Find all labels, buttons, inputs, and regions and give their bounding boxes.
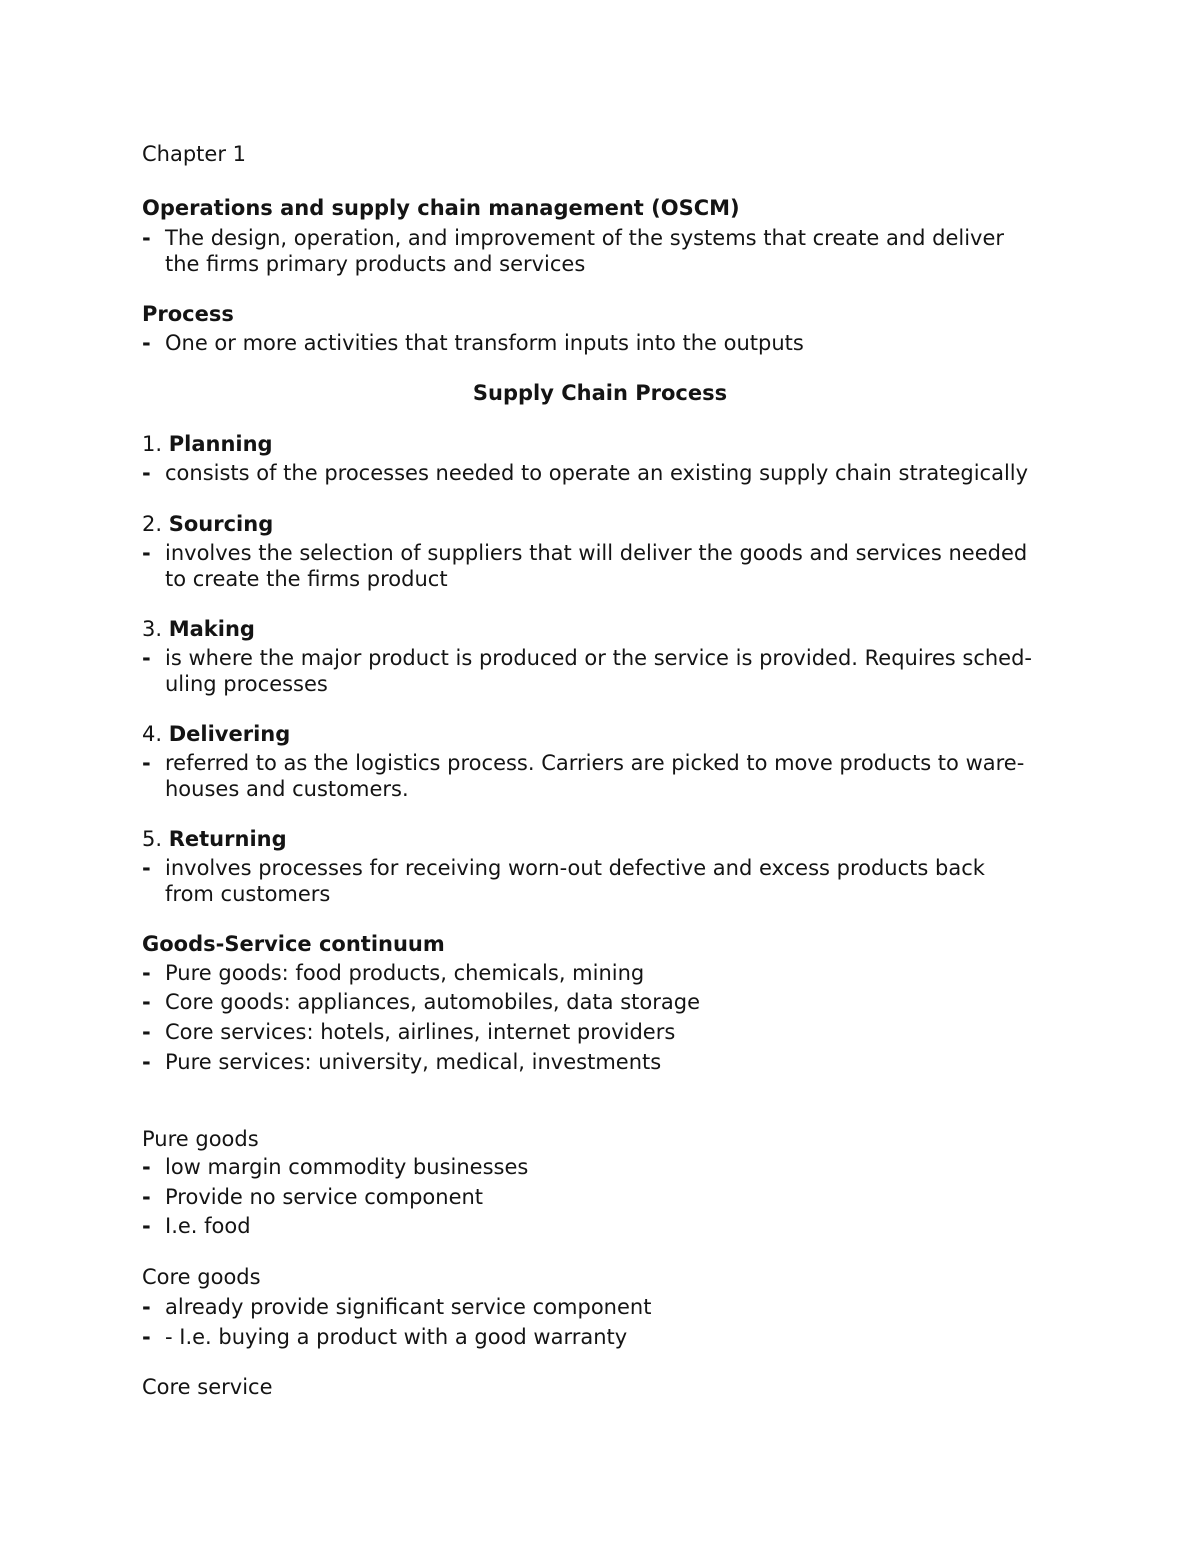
- step-description-line: from customers: [165, 882, 331, 906]
- oscm-definition-line1: The design, operation, and improvement of the systems that create and deliver: [165, 226, 1005, 250]
- core-service-heading: Core service: [142, 1375, 273, 1399]
- list-item: low margin commodity businesses: [165, 1155, 529, 1179]
- list-item: Pure goods: food products, chemicals, mining: [165, 961, 645, 985]
- bullet-dash: -: [142, 1295, 151, 1319]
- bullet-dash: -: [142, 646, 151, 670]
- bullet-dash: -: [142, 541, 151, 565]
- oscm-heading: Operations and supply chain management (OSCM): [142, 196, 740, 220]
- bullet-dash: -: [142, 856, 151, 880]
- process-heading: Process: [142, 302, 234, 326]
- step-number: 2.: [142, 512, 163, 536]
- bullet-dash: -: [142, 226, 151, 250]
- step-description-line: to create the firms product: [165, 567, 448, 591]
- step-title: Making: [168, 617, 255, 641]
- step-description-line: involves the selection of suppliers that will deliver the goods and services needed: [165, 541, 1028, 565]
- step-title: Planning: [168, 432, 273, 456]
- supply-chain-process-title: Supply Chain Process: [472, 381, 728, 405]
- bullet-dash: -: [142, 1325, 151, 1349]
- step-heading: [142, 431, 273, 457]
- step-number: 3.: [142, 617, 163, 641]
- oscm-definition-line2: the firms primary products and services: [165, 252, 586, 276]
- list-item: Provide no service component: [165, 1185, 484, 1209]
- bullet-dash: -: [142, 331, 151, 355]
- step-heading: [142, 826, 287, 852]
- step-heading: [142, 511, 273, 537]
- list-item: Core goods: appliances, automobiles, data storage: [165, 990, 700, 1014]
- step-description-line: is where the major product is produced or the service is provided. Requires sched-: [165, 646, 1032, 670]
- bullet-dash: -: [142, 1020, 151, 1044]
- list-item: already provide significant service component: [165, 1295, 652, 1319]
- bullet-dash: -: [142, 961, 151, 985]
- bullet-dash: -: [142, 1050, 151, 1074]
- core-goods-heading: Core goods: [142, 1265, 261, 1289]
- step-description-line: consists of the processes needed to operate an existing supply chain strategically: [165, 461, 1029, 485]
- list-item: Core services: hotels, airlines, internet providers: [165, 1020, 676, 1044]
- process-definition: One or more activities that transform inputs into the outputs: [165, 331, 804, 355]
- bullet-dash: -: [142, 751, 151, 775]
- step-number: 5.: [142, 827, 163, 851]
- step-number: 1.: [142, 432, 163, 456]
- bullet-dash: -: [142, 1214, 151, 1238]
- step-heading: [142, 721, 290, 747]
- bullet-dash: -: [142, 990, 151, 1014]
- step-number: 4.: [142, 722, 163, 746]
- list-item: - I.e. buying a product with a good warranty: [165, 1325, 628, 1349]
- step-title: Delivering: [168, 722, 291, 746]
- pure-goods-heading: Pure goods: [142, 1127, 259, 1151]
- bullet-dash: -: [142, 1185, 151, 1209]
- step-description-line: houses and customers.: [165, 777, 409, 801]
- step-description-line: referred to as the logistics process. Carriers are picked to move products to ware-: [165, 751, 1025, 775]
- step-description-line: involves processes for receiving worn-out defective and excess products back: [165, 856, 985, 880]
- list-item: Pure services: university, medical, investments: [165, 1050, 662, 1074]
- list-item: I.e. food: [165, 1214, 251, 1238]
- bullet-dash: -: [142, 1155, 151, 1179]
- chapter-title: Chapter 1: [142, 142, 246, 166]
- step-title: Sourcing: [168, 512, 274, 536]
- bullet-dash: -: [142, 461, 151, 485]
- step-heading: [142, 616, 255, 642]
- step-description-line: uling processes: [165, 672, 328, 696]
- continuum-heading: Goods-Service continuum: [142, 932, 445, 956]
- step-title: Returning: [168, 827, 287, 851]
